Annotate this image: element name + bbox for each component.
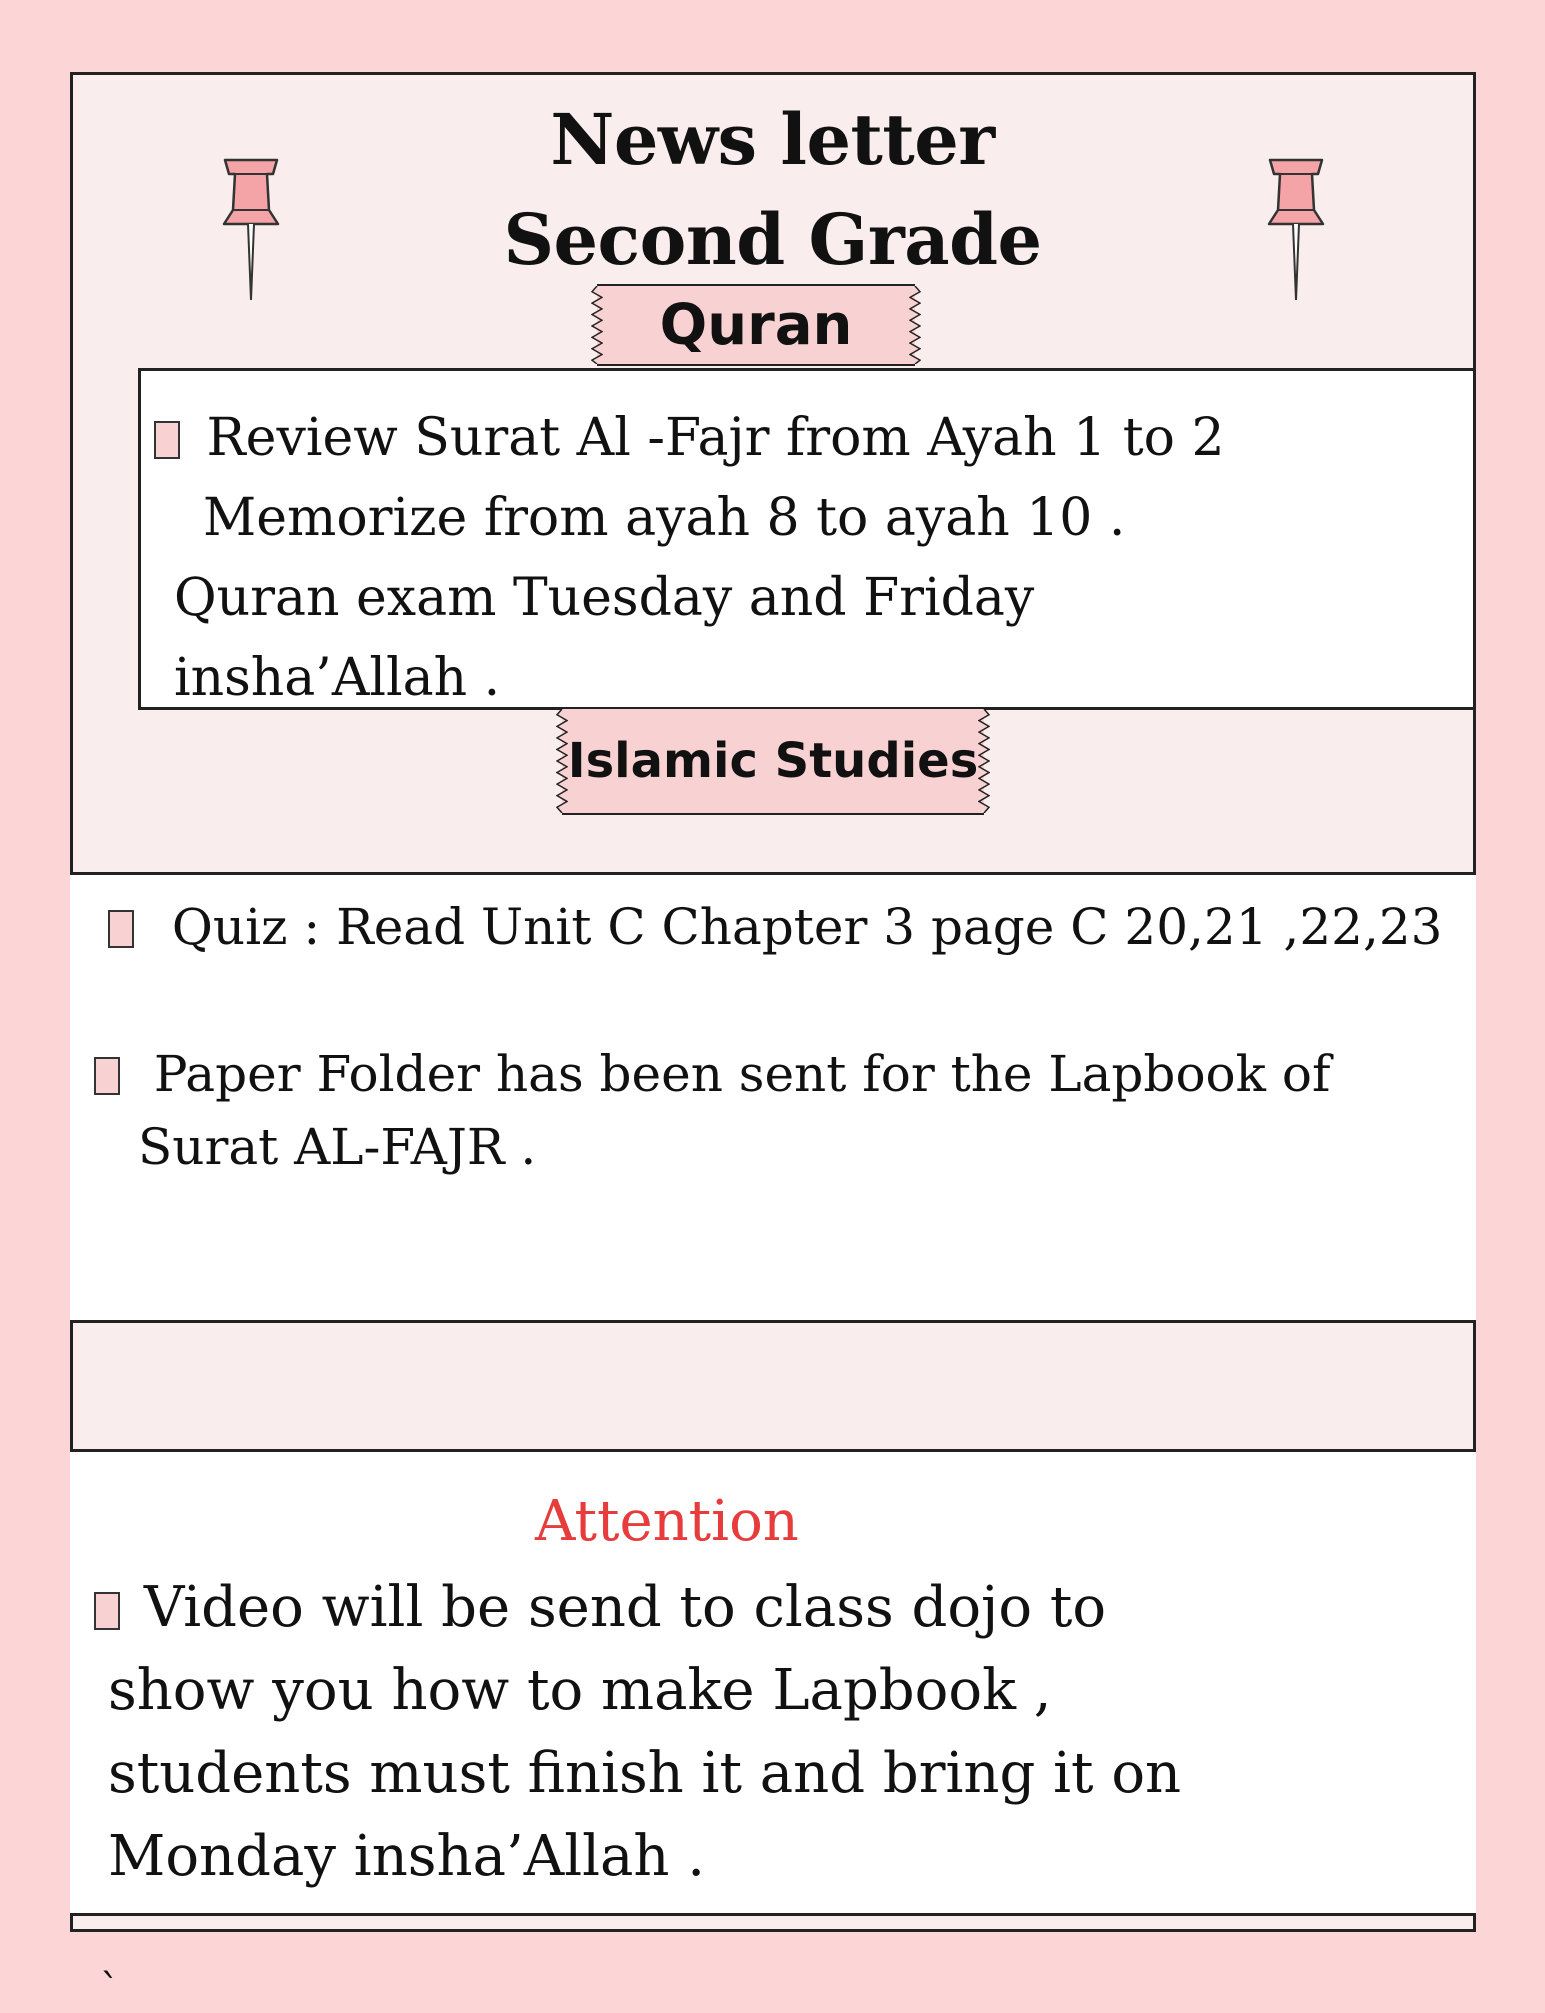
zigzag-edge: [909, 286, 921, 364]
bullet-icon: [108, 910, 134, 948]
quran-exam-cont: insha’Allah .: [174, 648, 501, 708]
bullet-icon: [94, 1057, 120, 1095]
bullet-icon: [154, 421, 180, 459]
bullet-icon: [94, 1592, 120, 1630]
folder-item: Paper Folder has been sent for the Lapbook of: [94, 1049, 1330, 1099]
quran-heading: Quran: [659, 292, 853, 358]
islamic-studies-heading-tag: [562, 707, 984, 815]
attention-line: show you how to make Lapbook ,: [108, 1658, 1052, 1723]
quran-heading-tag: [597, 284, 915, 366]
zigzag-edge: [556, 709, 568, 813]
zigzag-edge: [591, 286, 603, 364]
quran-item: Review Surat Al -Fajr from Ayah 1 to 2: [154, 412, 1225, 464]
newsletter-title: News letter: [550, 98, 995, 181]
pushpin-icon: [1265, 158, 1327, 304]
quran-memorize: Memorize from ayah 8 to ayah 10 .: [203, 488, 1126, 548]
attention-item: Video will be send to class dojo to: [94, 1580, 1106, 1636]
attention-line: Monday insha’Allah .: [108, 1824, 706, 1889]
zigzag-edge: [978, 709, 990, 813]
islamic-studies-heading: Islamic Studies: [567, 733, 979, 789]
quiz-item: Quiz : Read Unit C Chapter 3 page C 20,21 ,22,23: [108, 902, 1442, 952]
attention-heading: Attention: [535, 1489, 799, 1554]
pushpin-icon: [220, 158, 282, 304]
stray-mark: `: [100, 1967, 120, 2013]
quran-exam: Quran exam Tuesday and Friday: [174, 568, 1035, 628]
grade-title: Second Grade: [503, 198, 1042, 281]
folder-item-cont: Surat AL-FAJR .: [138, 1118, 537, 1176]
attention-line: students must finish it and bring it on: [108, 1741, 1182, 1806]
